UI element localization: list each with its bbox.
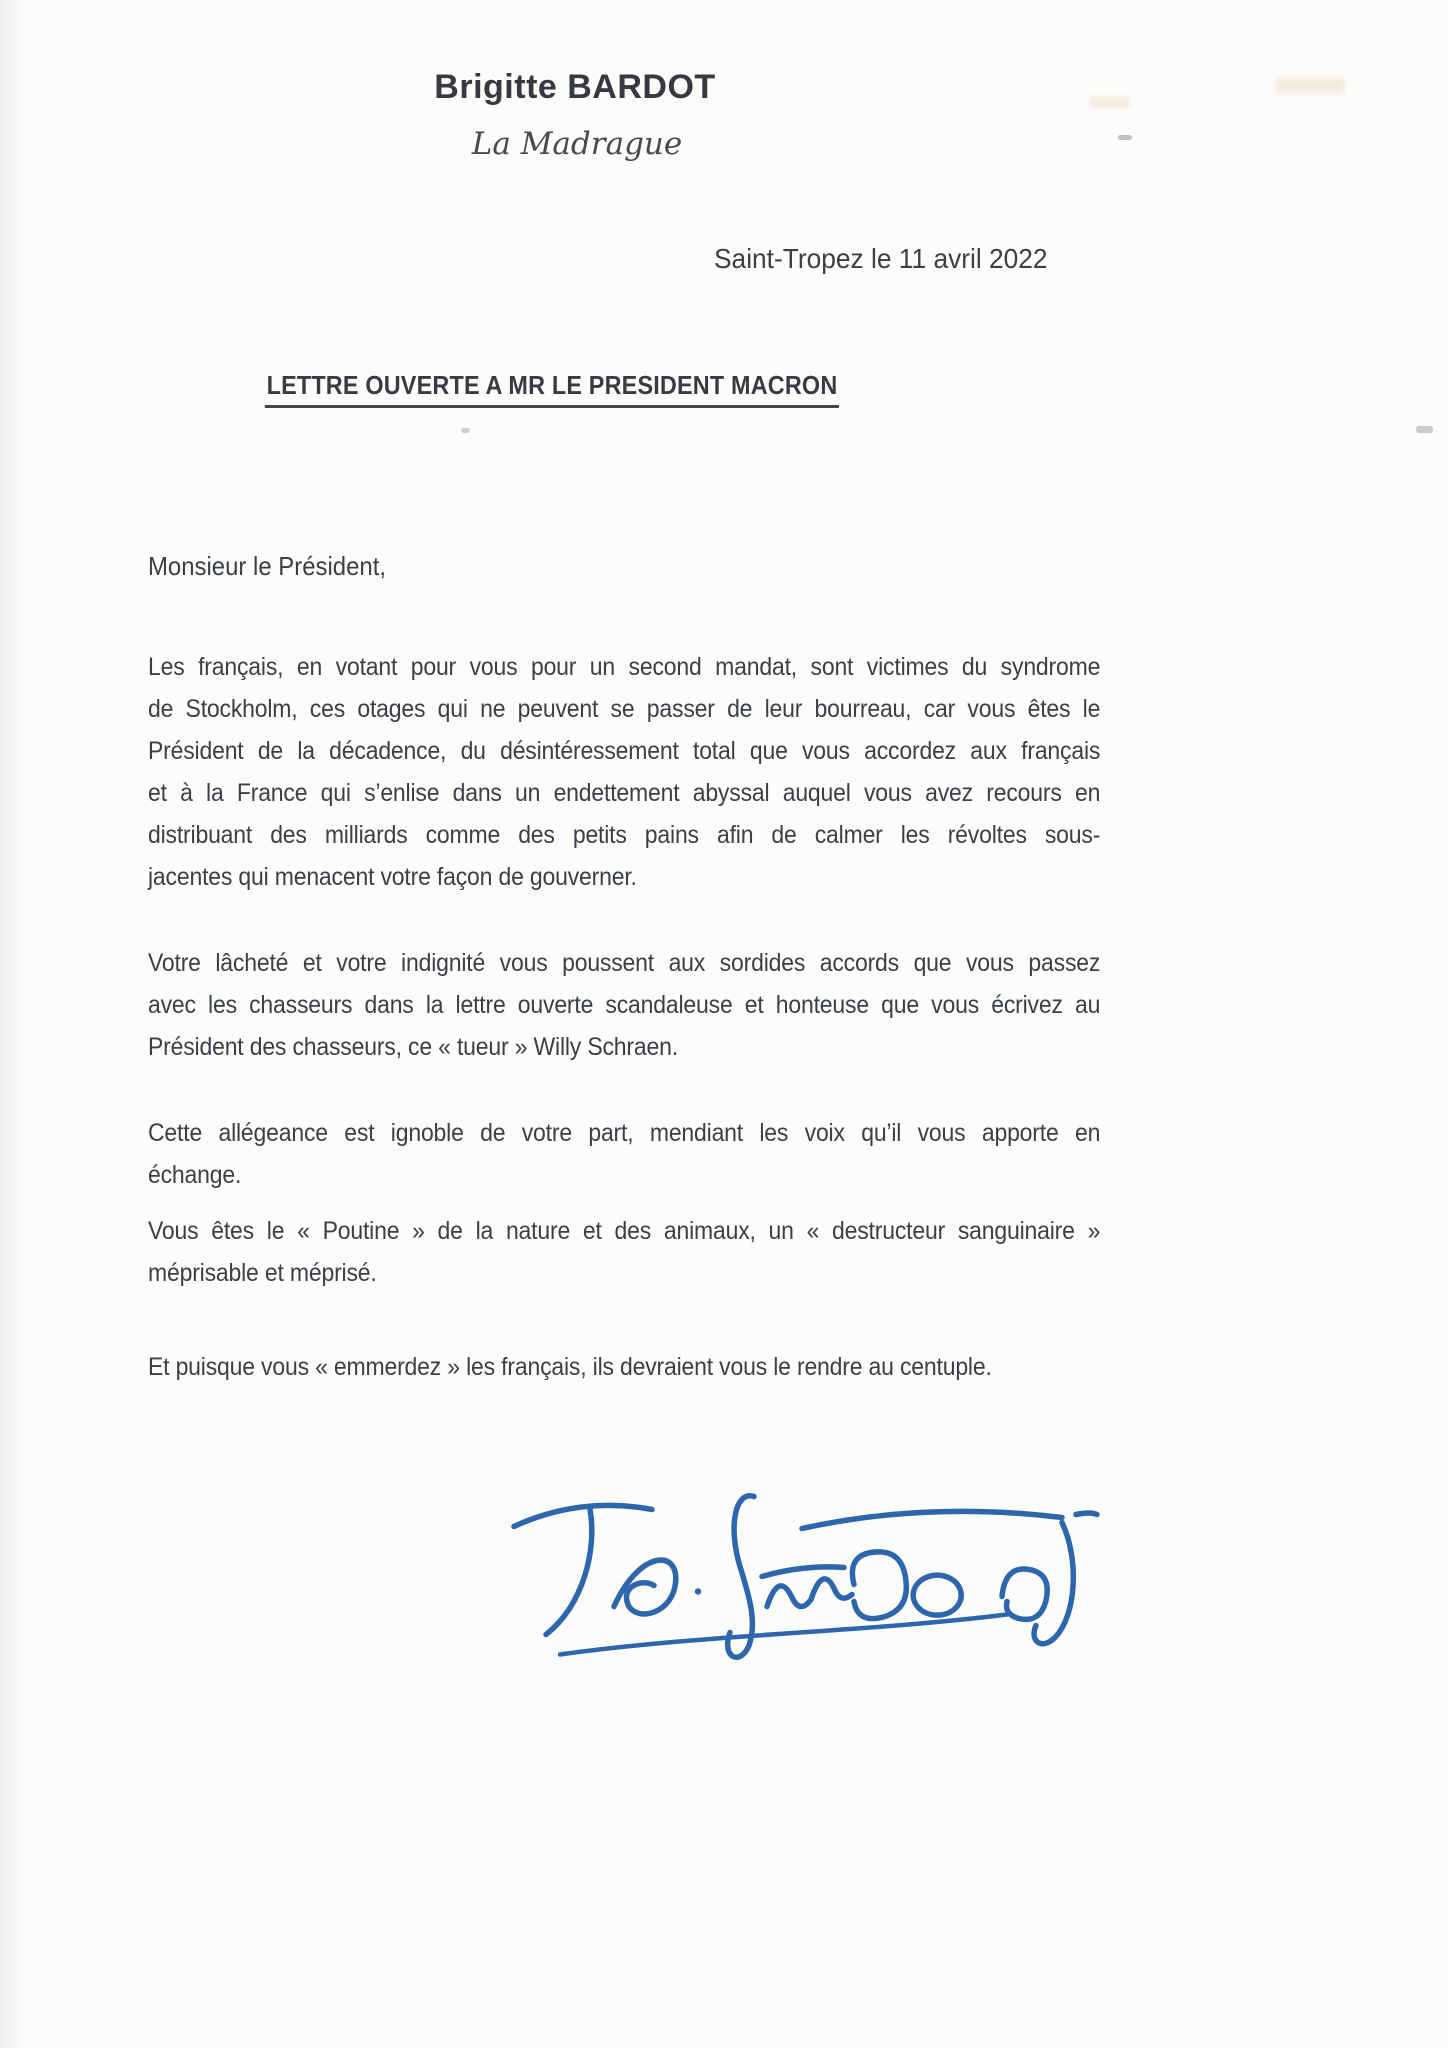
paragraph-line: et à la France qui s’enlise dans un endettement abyssal auquel vous avez recours en [148,779,1101,807]
paragraph-line: échange. [148,1161,242,1189]
dateline: Saint-Tropez le 11 avril 2022 [714,243,1048,274]
paragraph-line: jacentes qui menacent votre façon de gouverner. [148,863,637,891]
paragraph-line: Président de la décadence, du désintéressement total que vous accordez aux français [148,737,1101,765]
paragraph [148,942,1183,1068]
scan-speck [1118,135,1132,140]
scan-edge-shading [0,0,26,2048]
signature-ink-strokes [502,1462,1102,1667]
letter-body [148,646,1183,1432]
paragraph-line: avec les chasseurs dans la lettre ouverte scandaleuse et honteuse que vous écrivez au [148,991,1101,1019]
paragraph-line: Cette allégeance est ignoble de votre part, mendiant les voix qu’il vous apporte en [148,1119,1101,1147]
paragraph-line: Vous êtes le « Poutine » de la nature et des animaux, un « destructeur sanguinaire » [148,1217,1101,1245]
sender-residence: La Madrague [471,126,683,162]
paragraph-line: Et puisque vous « emmerdez » les français, ils devraient vous le rendre au centuple. [148,1353,992,1381]
paragraph-line: Les français, en votant pour vous pour un second mandat, sont victimes du syndrome [148,653,1101,681]
scan-stain [1090,96,1130,108]
paragraph-line: distribuant des milliards comme des petits pains afin de calmer les révoltes sous- [148,821,1101,849]
scan-stain [1275,78,1345,94]
scan-speck [461,428,470,433]
salutation: Monsieur le Président, [148,551,386,581]
sender-name: Brigitte BARDOT [434,68,716,106]
scan-speck [1416,426,1433,433]
signature-handwriting [502,1462,1102,1667]
letter-title: LETTRE OUVERTE A MR LE PRESIDENT MACRON [265,370,839,408]
paragraph-line: méprisable et méprisé. [148,1259,377,1287]
paragraph-line: de Stockholm, ces otages qui ne peuvent se passer de leur bourreau, car vous êtes le [148,695,1101,723]
paragraph [148,1112,1183,1196]
paragraph [148,646,1183,898]
paragraph [148,1346,1183,1388]
paragraph-line: Président des chasseurs, ce « tueur » Willy Schraen. [148,1033,678,1061]
paragraph-line: Votre lâcheté et votre indignité vous poussent aux sordides accords que vous passez [148,949,1101,977]
paragraph [148,1210,1183,1294]
